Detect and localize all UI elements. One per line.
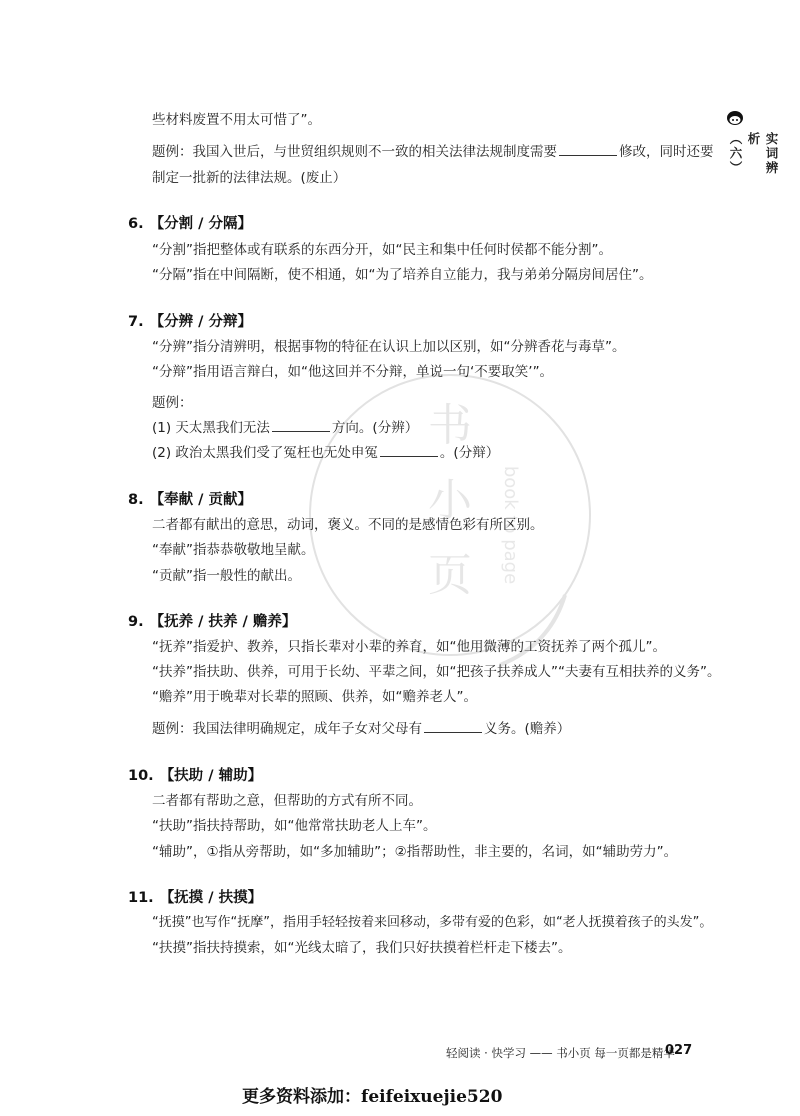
definition-line: 二者都有帮助之意，但帮助的方式有所不同。	[152, 793, 422, 809]
section-number: 11.	[128, 890, 154, 906]
fill-blank	[424, 719, 482, 733]
example-text-b: 。(分辩）	[439, 445, 500, 461]
definition-line: “扶摸”指扶持摸索，如“光线太暗了，我们只好扶摸着栏杆走下楼去”。	[152, 940, 572, 956]
example-line	[152, 719, 570, 739]
section-title: 【抚养 / 扶养 / 赡养】	[149, 614, 297, 630]
definition-line: “扶助”指扶持帮助，如“他常常扶助老人上车”。	[152, 818, 437, 834]
watermark-latin: book to page	[500, 465, 521, 585]
intro-example-text-a: 题例：我国入世后，与世贸组织规则不一致的相关法律法规制度需要	[152, 144, 557, 160]
example-text-b: 义务。(赡养）	[484, 721, 571, 737]
section-heading-9	[128, 612, 296, 632]
section-title: 【抚摸 / 扶摸】	[159, 890, 263, 906]
definition-line: “分辩”指用语言辩白，如“他这回并不分辩，单说一句‘不要取笑’”。	[152, 364, 554, 380]
mascot-icon	[726, 110, 744, 126]
definition-line: “分辨”指分清辨明，根据事物的特征在认识上加以区别，如“分辨香花与毒草”。	[152, 339, 626, 355]
section-heading-10	[128, 766, 262, 786]
definition-line: 二者都有献出的意思，动词，褒义。不同的是感情色彩有所区别。	[152, 517, 544, 533]
sidebar-title: 实词辨析（六）	[728, 132, 779, 176]
intro-example-line-2: 制定一批新的法律法规。(废止）	[152, 170, 347, 186]
watermark-char-2: 小	[428, 475, 472, 526]
page-number: 027	[665, 1043, 693, 1058]
definition-line: “辅助”，①指从旁帮助，如“多加辅助”；②指帮助性，非主要的，名词，如“辅助劳力”。	[152, 844, 678, 860]
example-line	[152, 443, 499, 463]
example-text-a: (2) 政治太黑我们受了冤枉也无处申冤	[152, 445, 378, 461]
section-heading-8	[128, 490, 252, 510]
example-text-a: 题例：我国法律明确规定，成年子女对父母有	[152, 721, 422, 737]
section-title: 【奉献 / 贡献】	[149, 492, 253, 508]
section-number: 6.	[128, 216, 144, 232]
section-number: 9.	[128, 614, 144, 630]
definition-line: “奉献”指恭恭敬敬地呈献。	[152, 542, 315, 558]
section-heading-7	[128, 312, 252, 332]
definition-line: “扶养”指扶助、供养，可用于长幼、平辈之间，如“把孩子扶养成人”“夫妻有互相扶养的义务”。	[152, 664, 721, 680]
example-line	[152, 418, 418, 438]
definition-line: “赡养”用于晚辈对长辈的照顾、供养，如“赡养老人”。	[152, 689, 477, 705]
section-number: 10.	[128, 768, 154, 784]
fill-blank	[380, 443, 438, 457]
section-title: 【分割 / 分隔】	[149, 216, 253, 232]
definition-line: “分割”指把整体或有联系的东西分开，如“民主和集中任何时侯都不能分割”。	[152, 242, 612, 258]
example-text-b: 方向。(分辨）	[331, 420, 419, 436]
bottom-note: 更多资料添加：feifeixuejie520	[242, 1087, 503, 1107]
fill-blank	[272, 418, 330, 432]
definition-line: “抚养”指爱护、教养，只指长辈对小辈的养育，如“他用微薄的工资抚养了两个孤儿”。	[152, 639, 666, 655]
watermark-char-3: 页	[428, 550, 472, 601]
example-label: 题例：	[152, 395, 193, 411]
definition-line: “贡献”指一般性的献出。	[152, 568, 301, 584]
intro-line: 些材料废置不用太可惜了”。	[152, 112, 321, 128]
fill-blank	[559, 142, 617, 156]
example-text-a: (1) 天太黑我们无法	[152, 420, 270, 436]
definition-line: “分隔”指在中间隔断，使不相通，如“为了培养自立能力，我与弟弟分隔房间居住”。	[152, 267, 653, 283]
intro-example-line	[152, 142, 714, 162]
section-title: 【分辨 / 分辩】	[149, 314, 253, 330]
watermark-char-1: 书	[428, 400, 472, 451]
section-number: 7.	[128, 314, 144, 330]
section-number: 8.	[128, 492, 144, 508]
definition-line: “抚摸”也写作“抚摩”，指用手轻轻按着来回移动，多带有爱的色彩，如“老人抚摸着孩子的头发”。	[152, 915, 713, 930]
intro-example-text-b: 修改，同时还要	[619, 144, 714, 160]
section-heading-11	[128, 888, 262, 908]
footer-slogan: 轻阅读 · 快学习 —— 书小页 每一页都是精华	[446, 1046, 675, 1060]
section-heading-6	[128, 214, 252, 234]
section-title: 【扶助 / 辅助】	[159, 768, 263, 784]
